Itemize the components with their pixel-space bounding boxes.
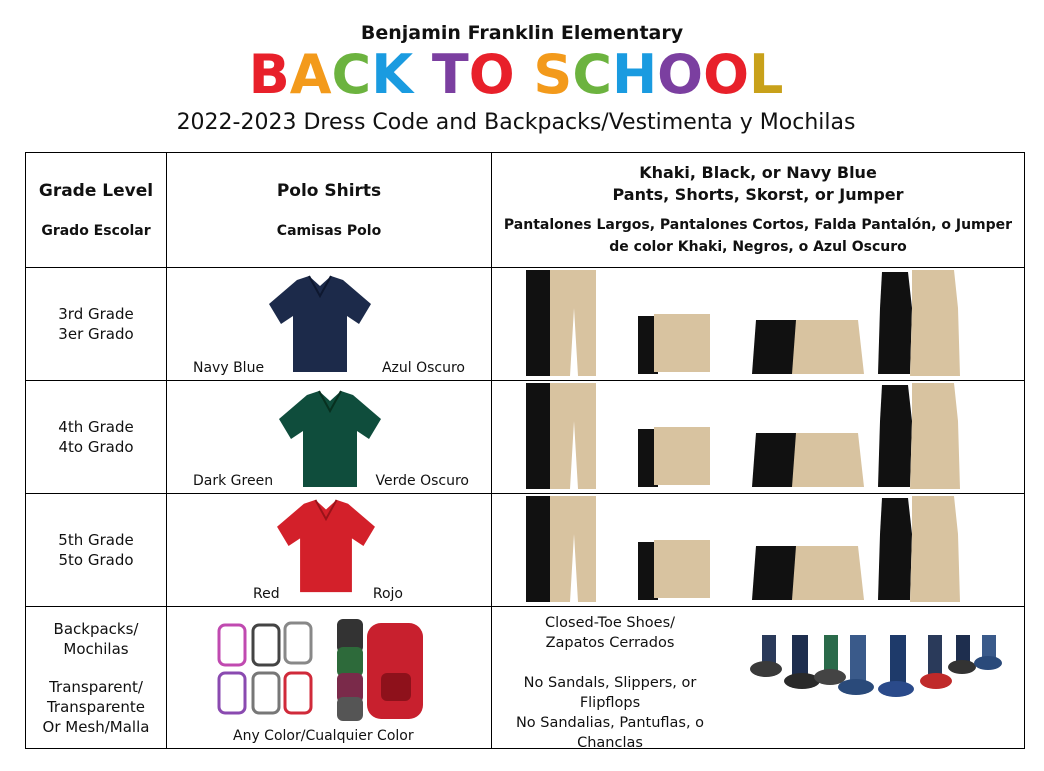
transparente-label: Transparente <box>46 697 146 716</box>
shirt-color-es: Verde Oscuro <box>375 473 469 489</box>
shoes-cell <box>492 607 1025 749</box>
grade-es: 5to Grado <box>58 551 134 569</box>
banner-letter: A <box>289 43 332 106</box>
any-color-label: Any Color/Cualquier Color <box>233 728 414 744</box>
bottoms-colors-label: Khaki, Black, or Navy Blue <box>639 163 877 182</box>
banner-letter: B <box>248 43 290 106</box>
banner-letter: S <box>533 43 573 106</box>
chanclas-label: Chanclas <box>577 735 643 751</box>
shirt-color-es: Azul Oscuro <box>381 360 465 376</box>
bottoms-header <box>492 153 1025 268</box>
shirt-color-es: Rojo <box>372 586 403 602</box>
back-to-school-banner <box>0 42 1032 108</box>
banner-letter: C <box>331 43 372 106</box>
grade-row <box>26 268 1025 381</box>
mesh-label: Or Mesh/Malla <box>42 717 150 736</box>
polo-cell <box>167 268 492 381</box>
banner-letter: L <box>748 43 784 106</box>
grade-es: 3er Grado <box>58 325 134 343</box>
shoes-text <box>492 613 728 753</box>
bottoms-types-label: Pants, Shorts, Skorst, or Jumper <box>612 185 904 204</box>
transparent-label: Transparent/ <box>49 677 143 696</box>
backpack-images <box>167 613 490 733</box>
bottoms-cell <box>492 494 1025 607</box>
backpacks-label: Backpacks/ <box>53 619 139 638</box>
camisas-polo-label: Camisas Polo <box>276 223 382 239</box>
backpacks-cell <box>26 607 167 749</box>
shirt-color-en: Navy Blue <box>193 360 265 376</box>
grade-cell <box>26 494 167 607</box>
dress-code-table <box>25 152 1025 749</box>
banner-letter: K <box>371 43 414 106</box>
shirt-color-en: Dark Green <box>193 473 274 489</box>
grade-cell <box>26 381 167 494</box>
polo-shirt-image <box>267 274 373 374</box>
polo-shirt-image <box>273 498 379 594</box>
no-sandalias-label: No Sandalias, Pantuflas, o <box>515 715 705 731</box>
polo-cell <box>167 381 492 494</box>
banner-letter: O <box>468 43 515 106</box>
grado-escolar-label: Grado Escolar <box>41 223 151 239</box>
grade-en: 3rd Grade <box>58 305 134 323</box>
school-name: Benjamin Franklin Elementary <box>360 22 684 44</box>
banner-letter <box>515 43 534 106</box>
closed-toe-shoes-image <box>732 635 1022 735</box>
bottoms-images <box>492 381 1023 492</box>
banner-letter: T <box>431 43 469 106</box>
table-header-row <box>26 153 1025 268</box>
grade-level-header <box>26 153 167 268</box>
backpacks-shoes-row <box>26 607 1025 749</box>
grade-row <box>26 381 1025 494</box>
backpack-images-cell <box>167 607 492 749</box>
grade-en: 4th Grade <box>58 418 134 436</box>
grade-cell <box>26 268 167 381</box>
bottoms-spanish-line1: Pantalones Largos, Pantalones Cortos, Falda Pantalón, o Jumper <box>503 217 1013 233</box>
bottoms-images <box>492 268 1023 379</box>
polo-shirts-header <box>167 153 492 268</box>
mochilas-label: Mochilas <box>63 639 129 658</box>
page-subtitle: 2022-2023 Dress Code and Backpacks/Vestimenta y Mochilas <box>176 110 856 135</box>
bottoms-spanish-line2: de color Khaki, Negros, o Azul Oscuro <box>609 239 907 255</box>
banner-letter: H <box>611 43 658 106</box>
grade-row <box>26 494 1025 607</box>
banner-letter: O <box>657 43 704 106</box>
polo-shirt-image <box>277 389 383 489</box>
grade-en: 5th Grade <box>58 531 134 549</box>
polo-shirts-label: Polo Shirts <box>276 181 382 201</box>
closed-toe-label: Closed-Toe Shoes/ <box>544 615 676 631</box>
polo-cell <box>167 494 492 607</box>
shirt-color-en: Red <box>253 586 280 602</box>
banner-letter: C <box>572 43 612 106</box>
bottoms-cell <box>492 381 1025 494</box>
zapatos-cerrados-label: Zapatos Cerrados <box>545 635 675 651</box>
grade-es: 4to Grado <box>58 438 134 456</box>
bottoms-cell <box>492 268 1025 381</box>
banner-letter: O <box>703 43 749 106</box>
grade-level-label: Grade Level <box>38 181 154 201</box>
no-sandals-label: No Sandals, Slippers, or <box>523 675 697 691</box>
flipflops-label: Flipflops <box>579 695 641 711</box>
banner-letter <box>413 43 432 106</box>
bottoms-images <box>492 494 1023 605</box>
